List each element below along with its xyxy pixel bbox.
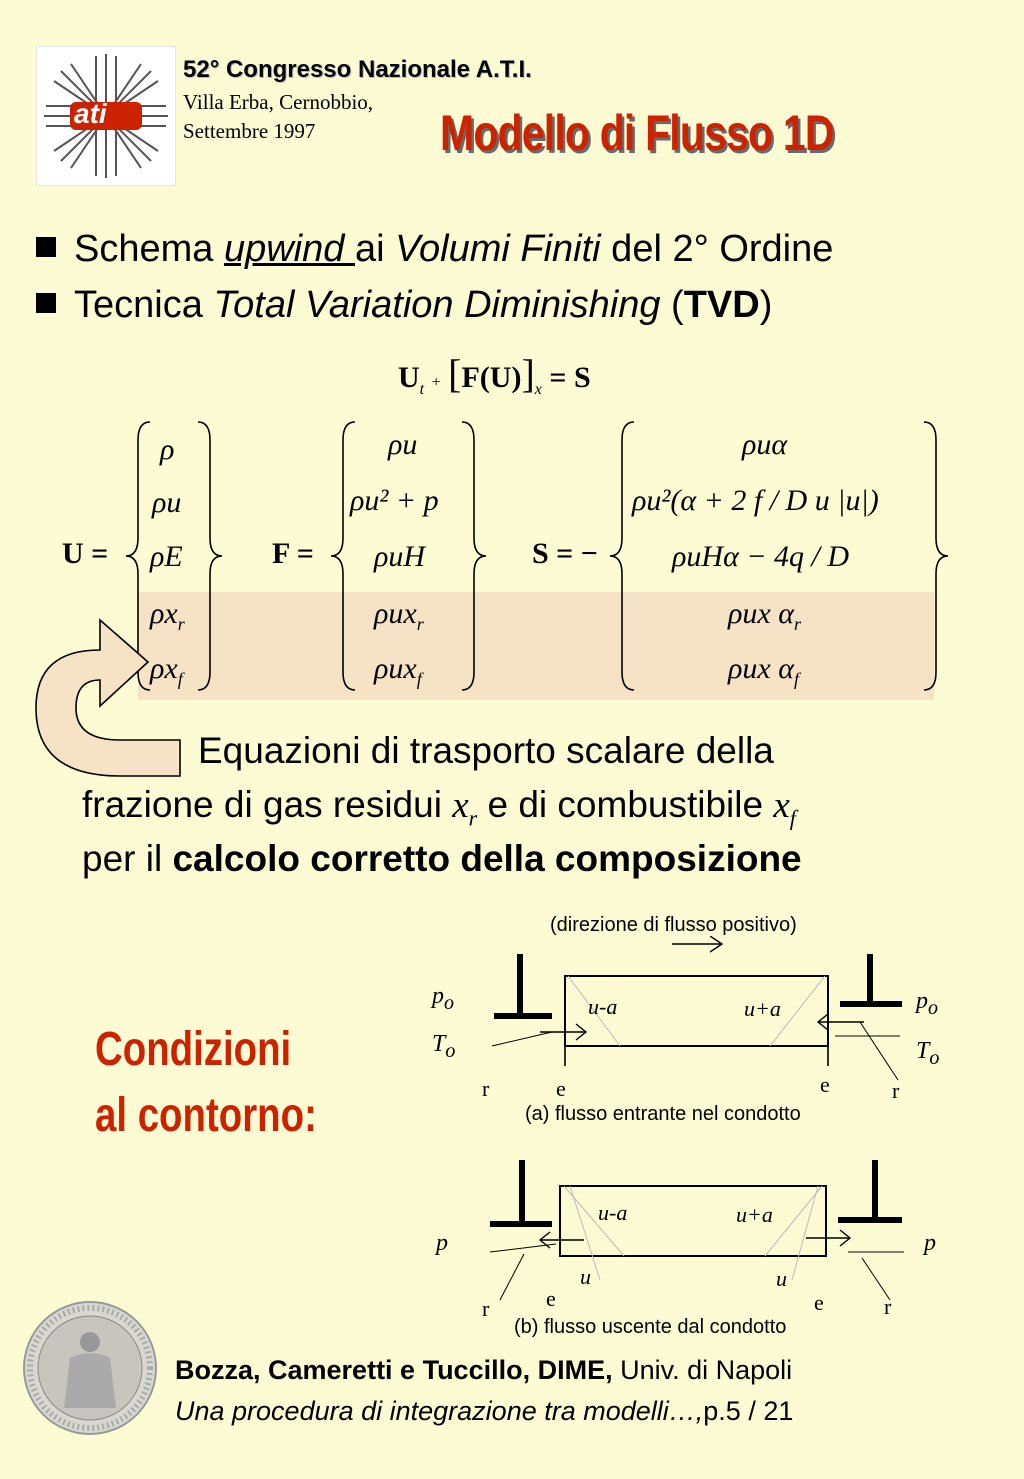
diagram-a-right-p-base: p xyxy=(916,988,928,1014)
xr-symbol: x xyxy=(452,785,469,826)
diagram-b-wave-right: u+a xyxy=(736,1202,773,1227)
xf-sub: f xyxy=(789,805,796,831)
logo-text: ati xyxy=(74,98,107,129)
diagram-a-r-right: r xyxy=(892,1078,900,1103)
diagram-a-left-T xyxy=(432,1033,455,1062)
diagram-a-right-T xyxy=(916,1040,939,1069)
boundary-title-2: al contorno: xyxy=(95,1089,317,1142)
diagram-a-caption: (a) flusso entrante nel condotto xyxy=(525,1103,801,1125)
xr-sub: r xyxy=(468,805,478,831)
bullet-emphasis: Volumi Finiti xyxy=(395,228,601,270)
conference-name: 52° Congresso Nazionale A.T.I. xyxy=(183,56,532,83)
eq-sub-t: t xyxy=(419,381,425,398)
U-entry-5-base: ρx xyxy=(150,652,178,685)
scalar-eq-text: e di combustibile xyxy=(477,784,774,825)
S-entry-2: ρu²(α + 2 f / D u |u|) xyxy=(632,484,879,517)
diagram-a-left-p xyxy=(432,985,454,1014)
diagram-a-e-right: e xyxy=(820,1072,830,1097)
bullet-text: Tecnica xyxy=(74,284,214,326)
diagram-a-left-p-sub: o xyxy=(444,991,454,1014)
bullet-bold: TVD xyxy=(683,284,760,326)
diagram-b-wave-left: u-a xyxy=(598,1200,628,1225)
scalar-eq-line-3 xyxy=(82,838,802,880)
U-entry-1: ρ xyxy=(160,433,175,466)
S-entry-5-sub: f xyxy=(793,669,799,689)
diagram-b-e-left: e xyxy=(546,1286,556,1311)
U-entry-4-base: ρx xyxy=(150,597,178,630)
diagram-b-u-right: u xyxy=(776,1266,787,1291)
S-entry-1: ρuα xyxy=(742,428,788,461)
bullet-emphasis: upwind xyxy=(223,228,355,270)
footer-page-number: p.5 / 21 xyxy=(703,1396,794,1426)
direction-label: (direzione di flusso positivo) xyxy=(550,914,797,936)
conference-venue: Villa Erba, Cernobbio, xyxy=(183,90,374,114)
boundary-title-1: Condizioni xyxy=(95,1023,292,1076)
F-entry-5-sub: f xyxy=(416,669,422,689)
diagram-a-left-T-base: T xyxy=(432,1031,446,1057)
U-entry-4-sub: r xyxy=(177,614,185,634)
scalar-eq-bold: calcolo corretto della composizione xyxy=(172,838,802,879)
S-entry-5 xyxy=(728,652,799,690)
footer-authors xyxy=(175,1355,792,1386)
diagram-a-wave-left: u-a xyxy=(588,994,618,1019)
conference-date: Settembre 1997 xyxy=(183,119,316,143)
footer-paper xyxy=(175,1396,793,1427)
diagram-a-right-p-sub: o xyxy=(928,996,938,1019)
F-entry-4 xyxy=(374,597,424,635)
bullet-text: Schema xyxy=(74,228,224,270)
S-entry-5-base: ρux α xyxy=(728,652,794,685)
scalar-eq-text: per il xyxy=(82,838,173,879)
scalar-eq-text: frazione di gas residui xyxy=(82,784,453,825)
bullet-emphasis: Total Variation Diminishing xyxy=(213,284,661,326)
slide-title: Modello di Flusso 1D xyxy=(440,105,834,161)
diagram-b-e-right: e xyxy=(814,1290,824,1315)
bullet-text: del 2° Ordine xyxy=(600,228,834,270)
diagram-b xyxy=(420,1150,980,1320)
eq-plus: + xyxy=(431,374,441,391)
bullet-text: ai xyxy=(354,228,396,270)
diagram-a-right-T-sub: o xyxy=(929,1046,940,1069)
eq-U: U xyxy=(398,361,420,394)
S-entry-4-sub: r xyxy=(793,614,801,634)
diagram-a-left-T-sub: o xyxy=(445,1039,456,1062)
scalar-eq-line-1: Equazioni di trasporto scalare della xyxy=(198,730,774,771)
U-entry-5-sub: f xyxy=(177,669,183,689)
F-entry-5-base: ρux xyxy=(374,652,417,685)
footer-authors-bold: Bozza, Cameretti e Tuccillo, DIME, xyxy=(175,1355,613,1385)
diagram-b-caption: (b) flusso uscente dal condotto xyxy=(514,1316,787,1338)
university-seal xyxy=(20,1298,160,1438)
U-entry-2: ρu xyxy=(152,486,182,519)
S-entry-3: ρuHα − 4q / D xyxy=(672,540,850,573)
diagram-b-u-left: u xyxy=(580,1264,591,1289)
S-entry-4-base: ρux α xyxy=(728,597,794,630)
F-entry-5 xyxy=(374,652,422,690)
diagram-a-e-left: e xyxy=(556,1076,566,1101)
F-entry-1: ρu xyxy=(388,428,418,461)
governing-equation: $U_t + [F(U)]_x = S$ xyxy=(398,351,591,398)
S-entry-4 xyxy=(728,597,801,635)
F-entry-4-sub: r xyxy=(416,614,424,634)
bullet-text: ) xyxy=(759,284,773,326)
vector-F-label: F = xyxy=(272,537,314,570)
eq-flux: F(U) xyxy=(461,361,522,394)
U-entry-3: ρE xyxy=(150,540,183,573)
diagram-a-right-T-base: T xyxy=(916,1038,930,1064)
diagram-a-wave-right: u+a xyxy=(744,996,781,1021)
vector-U-label: U = xyxy=(62,537,109,570)
diagram-a-r-left: r xyxy=(482,1076,490,1101)
diagram-b-r-right: r xyxy=(884,1294,892,1319)
diagram-b-right-p: p xyxy=(924,1230,936,1256)
diagram-b-r-left: r xyxy=(482,1296,490,1321)
scalar-eq-line-2 xyxy=(82,784,796,831)
footer-university: Univ. di Napoli xyxy=(612,1355,793,1385)
vector-S-label: S = − xyxy=(532,537,598,570)
F-entry-2: ρu² + p xyxy=(350,484,439,517)
diagram-b-left-p: p xyxy=(436,1230,448,1256)
xf-symbol: x xyxy=(773,785,790,826)
bullet-text: ( xyxy=(660,284,684,326)
diagram-a-left-p-base: p xyxy=(432,983,444,1009)
F-entry-4-base: ρux xyxy=(374,597,417,630)
eq-rhs: = S xyxy=(549,361,591,394)
footer-paper-title: Una procedura di integrazione tra modelli…, xyxy=(175,1396,704,1426)
curved-arrow-icon xyxy=(30,598,190,778)
diagram-a-right-p xyxy=(916,990,938,1019)
F-entry-3: ρuH xyxy=(374,540,426,573)
eq-sub-x: x xyxy=(534,381,542,398)
